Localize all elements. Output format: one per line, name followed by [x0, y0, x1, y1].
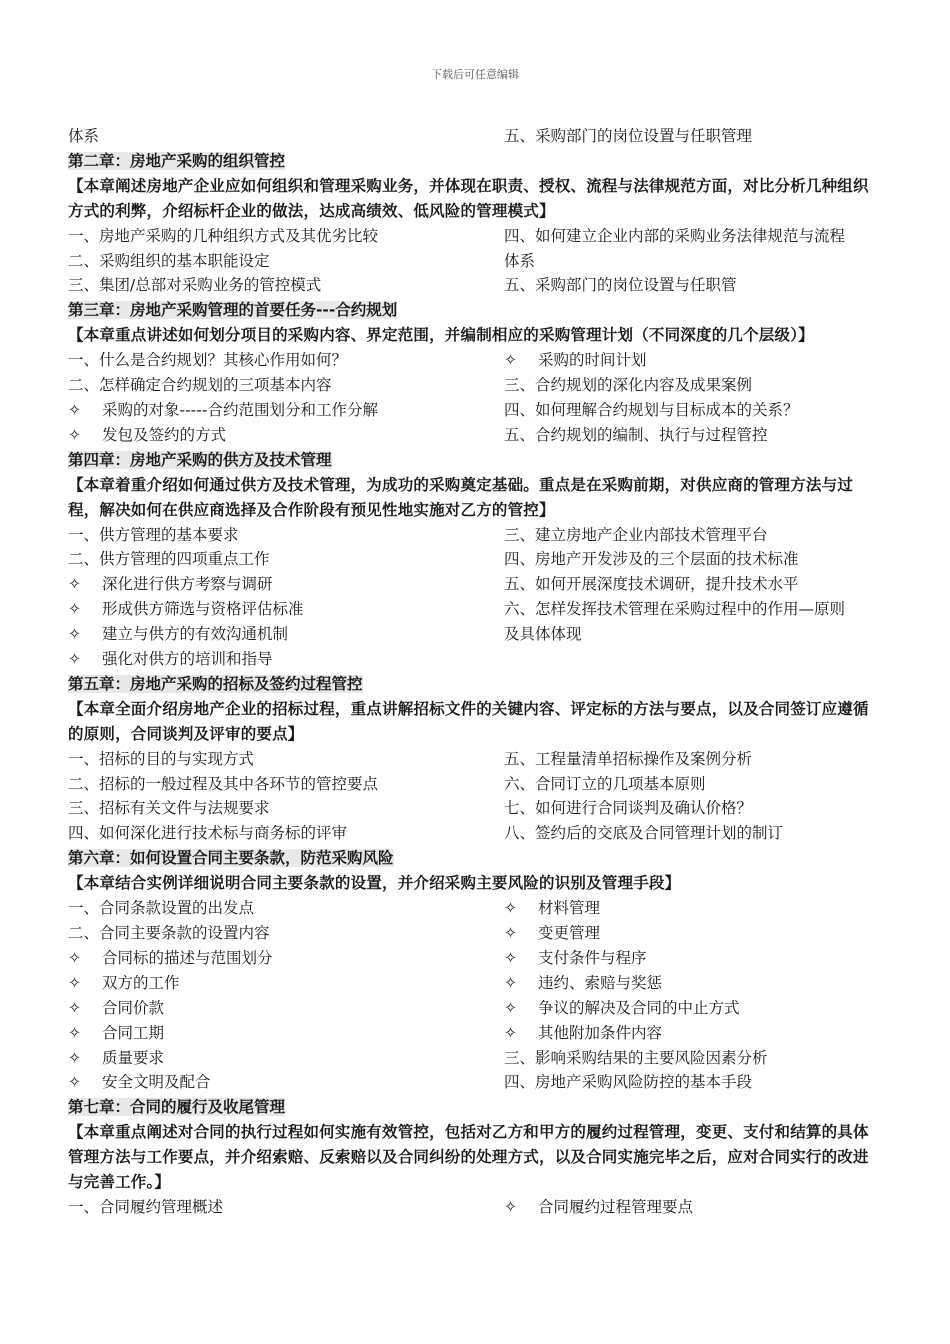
outline-row: [68, 1046, 883, 1071]
outline-item: 四、如何深化进行技术标与商务标的评审: [68, 824, 348, 843]
outline-item: 二、采购组织的基本职能设定: [68, 251, 270, 270]
outline-item: [504, 647, 883, 672]
bullet-item: ✧ 双方的工作: [68, 971, 504, 996]
outline-item: 四、房地产采购风险防控的基本手段: [504, 1073, 753, 1092]
outline-row: [68, 971, 883, 996]
chapter-heading-text: 第二章：房地产采购的组织管控: [68, 151, 286, 170]
outline-row: [68, 821, 883, 846]
outline-row: [68, 622, 883, 647]
outline-item: 体系: [68, 127, 100, 145]
outline-item: 五、采购部门的岗位设置与任职管: [504, 276, 737, 295]
outline-row: [68, 1195, 883, 1220]
outline-row: [68, 1021, 883, 1046]
chapter-summary: 【本章重点讲述如何划分项目的采购内容、界定范围，并编制相应的采购管理计划（不同深度的几个层级）】: [68, 326, 814, 345]
bullet-item: ✧ 采购的对象-----合约范围划分和工作分解: [68, 398, 504, 423]
bullet-item: ✧ 形成供方筛选与资格评估标准: [68, 597, 504, 622]
outline-item: 七、如何进行合同谈判及确认价格？: [504, 799, 753, 818]
chapter-heading: [68, 672, 883, 697]
bullet-item: ✧ 采购的时间计划: [504, 348, 883, 373]
outline-row: [68, 249, 883, 274]
outline-item: 体系: [504, 251, 536, 270]
outline-row: [68, 373, 883, 398]
chapter-heading: [68, 846, 883, 871]
chapter-heading: [68, 1095, 883, 1120]
chapter-heading: [68, 149, 883, 174]
outline-item: 四、房地产开发涉及的三个层面的技术标准: [504, 550, 799, 569]
outline-item: 三、建立房地产企业内部技术管理平台: [504, 525, 768, 544]
outline-row: [68, 796, 883, 821]
chapter-heading-text: 第五章：房地产采购的招标及签约过程管控: [68, 674, 363, 693]
outline-row: [68, 597, 883, 622]
outline-row: [68, 772, 883, 797]
outline-item: 四、如何建立企业内部的采购业务法律规范与流程: [504, 226, 846, 245]
chapter-summary: 【本章着重介绍如何通过供方及技术管理，为成功的采购奠定基础。重点是在采购前期，对供应商的管理方法与过程，解决如何在供应商选择及合作阶段有预见性地实施对乙方的管控】: [68, 475, 854, 519]
outline-row: [68, 946, 883, 971]
outline-item: 及具体体现: [504, 625, 582, 644]
bullet-item: ✧ 合同价款: [68, 996, 504, 1021]
bullet-item: ✧ 材料管理: [504, 896, 883, 921]
outline-row: [68, 572, 883, 597]
outline-row: [68, 273, 883, 298]
outline-row: [68, 423, 883, 448]
outline-item: 五、合约规划的编制、执行与过程管控: [504, 425, 768, 444]
bullet-item: ✧ 变更管理: [504, 921, 883, 946]
outline-item: 一、合同条款设置的出发点: [68, 899, 255, 918]
outline-item: 一、供方管理的基本要求: [68, 525, 239, 544]
outline-item: 八、签约后的交底及合同管理计划的制订: [504, 824, 784, 843]
bullet-item: ✧ 安全文明及配合: [68, 1070, 504, 1095]
bullet-item: ✧ 争议的解决及合同的中止方式: [504, 996, 883, 1021]
outline-item: 一、什么是合约规划？其核心作用如何？: [68, 351, 348, 370]
chapter-summary: 【本章重点阐述对合同的执行过程如何实施有效管控，包括对乙方和甲方的履约过程管理，变更、支付和结算的具体管理方法与工作要点，并介绍索赔、反索赔以及合同纠纷的处理方式，以及合同实施完毕之后，应对合同实行的改进与完善工作。】: [68, 1123, 869, 1192]
outline-row: [68, 124, 883, 149]
outline-item: 三、影响采购结果的主要风险因素分析: [504, 1048, 768, 1067]
document-body: [68, 124, 883, 1220]
outline-row: [68, 348, 883, 373]
chapter-heading-text: 第三章：房地产采购管理的首要任务---合约规划: [68, 301, 398, 320]
outline-item: 六、合同订立的几项基本原则: [504, 774, 706, 793]
outline-item: 一、房地产采购的几种组织方式及其优劣比较: [68, 226, 379, 245]
chapter-summary: 【本章结合实例详细说明合同主要条款的设置，并介绍采购主要风险的识别及管理手段】: [68, 874, 681, 893]
outline-row: [68, 523, 883, 548]
outline-item: 三、招标有关文件与法规要求: [68, 799, 270, 818]
chapter-heading: [68, 298, 883, 323]
outline-item: 五、如何开展深度技术调研，提升技术水平: [504, 575, 799, 594]
outline-item: 三、合约规划的深化内容及成果案例: [504, 376, 753, 395]
outline-item: 三、集团/总部对采购业务的管控模式: [68, 276, 322, 295]
bullet-item: ✧ 违约、索赔与奖惩: [504, 971, 883, 996]
bullet-item: ✧ 发包及签约的方式: [68, 423, 504, 448]
outline-row: [68, 398, 883, 423]
bullet-item: ✧ 合同履约过程管理要点: [504, 1195, 883, 1220]
outline-row: [68, 1070, 883, 1095]
outline-row: [68, 547, 883, 572]
bullet-item: ✧ 深化进行供方考察与调研: [68, 572, 504, 597]
outline-row: [68, 224, 883, 249]
outline-item: 四、如何理解合约规划与目标成本的关系？: [504, 400, 799, 419]
bullet-item: ✧ 合同标的描述与范围划分: [68, 946, 504, 971]
outline-item: 二、招标的一般过程及其中各环节的管控要点: [68, 774, 379, 793]
chapter-summary: 【本章全面介绍房地产企业的招标过程，重点讲解招标文件的关键内容、评定标的方法与要点，以及合同签订应遵循的原则，合同谈判及评审的要点】: [68, 699, 869, 743]
outline-item: 一、合同履约管理概述: [68, 1197, 224, 1216]
chapter-heading-text: 第四章：房地产采购的供方及技术管理: [68, 450, 332, 469]
bullet-item: ✧ 合同工期: [68, 1021, 504, 1046]
outline-item: 六、怎样发挥技术管理在采购过程中的作用—原则: [504, 600, 846, 619]
bullet-item: ✧ 强化对供方的培训和指导: [68, 647, 504, 672]
chapter-heading-text: 第六章：如何设置合同主要条款，防范采购风险: [68, 849, 394, 868]
outline-row: [68, 996, 883, 1021]
outline-row: [68, 896, 883, 921]
chapter-summary: 【本章阐述房地产企业应如何组织和管理采购业务，并体现在职责、授权、流程与法律规范方面，对比分析几种组织方式的利弊，介绍标杆企业的做法，达成高绩效、低风险的管理模式】: [68, 176, 869, 220]
chapter-heading: [68, 448, 883, 473]
outline-item: 一、招标的目的与实现方式: [68, 749, 255, 768]
bullet-item: ✧ 支付条件与程序: [504, 946, 883, 971]
outline-item: 二、供方管理的四项重点工作: [68, 550, 270, 569]
bullet-item: ✧ 质量要求: [68, 1046, 504, 1071]
bullet-item: ✧ 其他附加条件内容: [504, 1021, 883, 1046]
outline-item: 五、采购部门的岗位设置与任职管理: [504, 127, 753, 145]
chapter-heading-text: 第七章：合同的履行及收尾管理: [68, 1098, 286, 1117]
page-header-watermark: 下载后可任意编辑: [431, 68, 519, 81]
outline-item: 五、工程量清单招标操作及案例分析: [504, 749, 753, 768]
outline-row: [68, 647, 883, 672]
outline-item: 二、合同主要条款的设置内容: [68, 924, 270, 942]
bullet-item: ✧ 建立与供方的有效沟通机制: [68, 622, 504, 647]
outline-row: [68, 921, 883, 946]
outline-item: 二、怎样确定合约规划的三项基本内容: [68, 376, 332, 395]
outline-row: [68, 747, 883, 772]
